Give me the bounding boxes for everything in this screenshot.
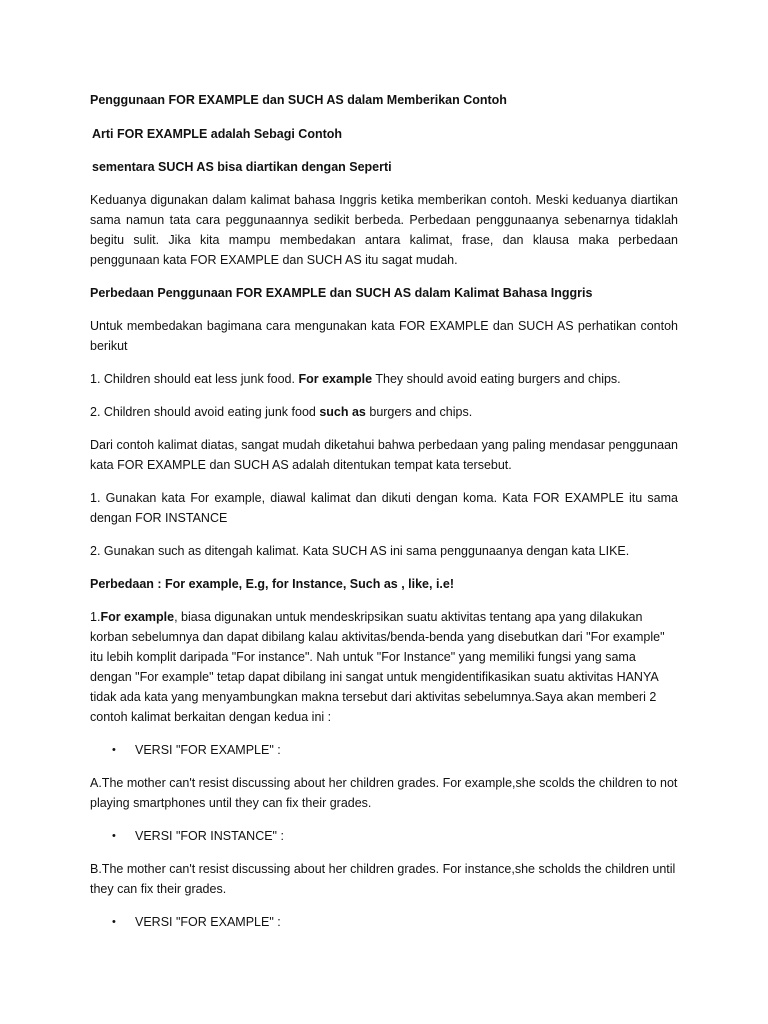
bullet-version-2 <box>90 826 678 846</box>
example-1-post: They should avoid eating burgers and chips. <box>372 372 621 386</box>
example-2-keyword: such as <box>319 405 366 419</box>
section3-keyword: For example <box>100 610 175 624</box>
arti-such-as: sementara SUCH AS bisa diartikan dengan Seperti <box>92 160 392 174</box>
section3-rest: , biasa digunakan untuk mendeskripsikan suatu aktivitas tentang apa yang dilakukan korban sebelumnya dan dapat dibilang kalau aktivitas/benda-benda yang disebutkan dari "For example" itu lebih komplit daripada "For instance". Nah untuk "For Instance" yang memiliki fungsi yang sama dengan "For example" tetap dapat dibilang ini sangat untuk mengidentifikasikan suatu aktivitas HANYA tidak ada kata yang menyambungkan makna tersebut dari aktivitas sebelumnya.Saya akan memberi 2 contoh kalimat berkaitan dengan kedua ini : <box>90 610 665 724</box>
document-title: Penggunaan FOR EXAMPLE dan SUCH AS dalam Memberikan Contoh <box>90 93 507 107</box>
version-3-label: VERSI "FOR EXAMPLE" : <box>135 915 281 929</box>
document-page <box>90 90 678 945</box>
version-1-text: A.The mother can't resist discussing about her children grades. For example,she scolds the children to not playing smartphones until they can fix their grades. <box>90 776 678 810</box>
bullet-version-1 <box>90 740 678 760</box>
example-1-pre: 1. Children should eat less junk food. <box>90 372 299 386</box>
example-1-keyword: For example <box>298 372 373 386</box>
rule-2: 2. Gunakan such as ditengah kalimat. Kata SUCH AS ini sama penggunaanya dengan kata LIKE. <box>90 544 630 558</box>
example-1 <box>90 369 678 389</box>
example-2 <box>90 402 678 422</box>
bullet-icon: • <box>112 830 116 842</box>
conclusion-paragraph: Dari contoh kalimat diatas, sangat mudah diketahui bahwa perbedaan yang paling mendasar penggunaan kata FOR EXAMPLE dan SUCH AS adalah ditentukan tempat kata tersebut. <box>90 438 678 472</box>
example-2-post: burgers and chips. <box>365 405 473 419</box>
version-2-label: VERSI "FOR INSTANCE" : <box>135 829 284 843</box>
bullet-icon: • <box>112 744 116 756</box>
intro-paragraph: Keduanya digunakan dalam kalimat bahasa Inggris ketika memberikan contoh. Meski keduanya diartikan sama namun tata cara peggunaannya sedikit berbeda. Perbedaan penggunaanya sebenarnya tidaklah begitu sulit. Jika kita mampu membedakan antara kalimat, frase, dan klausa maka perbedaan penggunaan kata FOR EXAMPLE dan SUCH AS itu sagat mudah. <box>90 193 678 267</box>
version-1-label: VERSI "FOR EXAMPLE" : <box>135 743 281 757</box>
section3-paragraph <box>90 607 678 727</box>
rule-1: 1. Gunakan kata For example, diawal kalimat dan dikuti dengan koma. Kata FOR EXAMPLE itu sama dengan FOR INSTANCE <box>90 491 678 525</box>
bullet-version-3 <box>90 912 678 932</box>
bullet-icon: • <box>112 916 116 928</box>
section2-heading: Perbedaan Penggunaan FOR EXAMPLE dan SUCH AS dalam Kalimat Bahasa Inggris <box>90 286 593 300</box>
version-2-text: B.The mother can't resist discussing about her children grades. For instance,she scholds the children until they can fix their grades. <box>90 862 676 896</box>
arti-for-example: Arti FOR EXAMPLE adalah Sebagi Contoh <box>92 127 343 141</box>
section2-intro: Untuk membedakan bagimana cara mengunakan kata FOR EXAMPLE dan SUCH AS perhatikan contoh berikut <box>90 319 678 353</box>
section3-heading: Perbedaan : For example, E.g, for Instance, Such as , like, i.e! <box>90 577 455 591</box>
example-2-pre: 2. Children should avoid eating junk food <box>90 405 320 419</box>
section3-prefix: 1. <box>90 610 101 624</box>
